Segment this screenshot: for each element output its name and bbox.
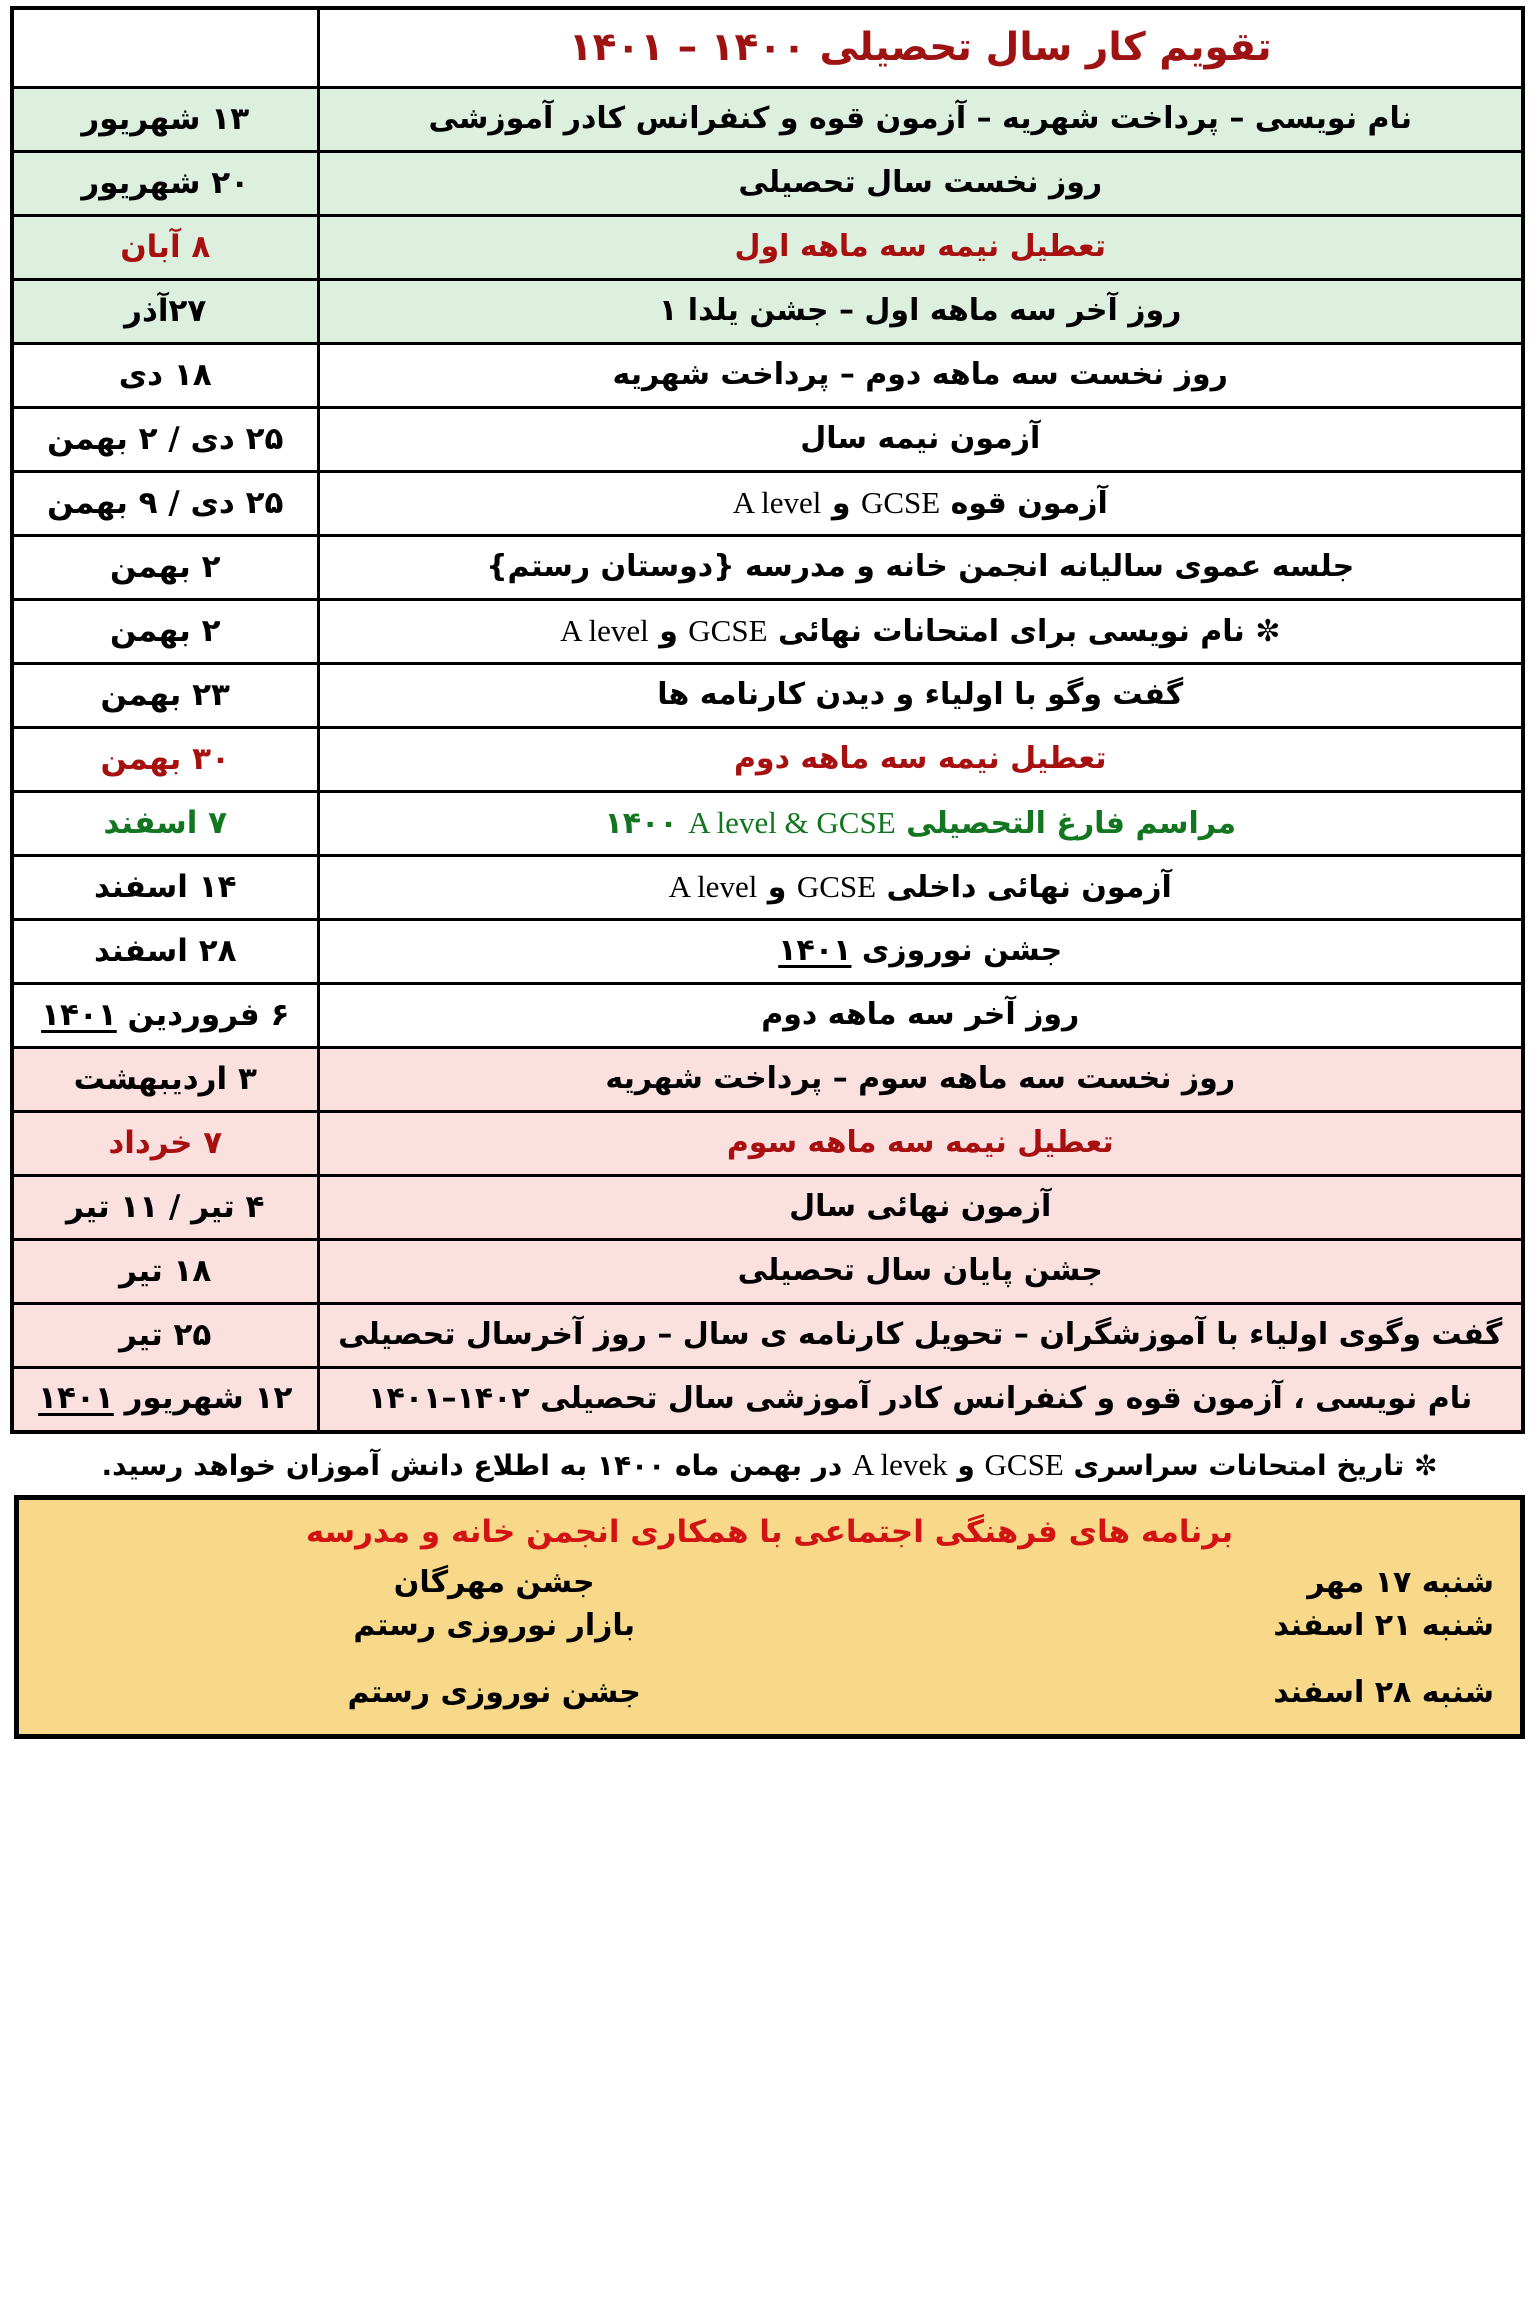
event-description-cell: [318, 1368, 1523, 1432]
program-name: بازار نوروزی رستم: [353, 1608, 635, 1644]
event-date-year-underlined: ۱۴۰۱: [41, 996, 117, 1033]
event-description-cell: [318, 1304, 1523, 1368]
event-description-cell: [318, 1112, 1523, 1176]
event-date-cell: [12, 408, 318, 472]
event-date-cell: [12, 1176, 318, 1240]
event-description-text: جشن نوروزی: [851, 933, 1063, 969]
event-description-connector: ۱۴۰۰: [604, 806, 689, 842]
event-description-text: آزمون نهائی داخلی: [876, 870, 1172, 906]
event-description-text: جشن پایان سال تحصیلی: [737, 1253, 1103, 1289]
event-date-cell: [12, 1048, 318, 1112]
event-date-cell: [12, 1112, 318, 1176]
footnote-suffix: در بهمن ماه ۱۴۰۰ به اطلاع دانش آموزان خواهد رسید.: [101, 1448, 853, 1482]
event-date-cell: [12, 600, 318, 664]
event-date-text: ۱۸ دی: [118, 356, 212, 393]
event-description-text: آزمون قوه: [940, 486, 1108, 522]
event-latin-label: A level & GCSE: [688, 805, 896, 841]
event-description-text: نام نویسی ، آزمون قوه و کنفرانس کادر آموزشی سال تحصیلی ۱۴۰۲–۱۴۰۱: [368, 1381, 1473, 1416]
event-description-text: روز آخر سه ماهه اول – جشن یلدا ۱: [659, 293, 1182, 329]
program-date: شنبه ۲۱ اسفند: [1273, 1608, 1494, 1644]
event-latin-label-2: A level: [732, 485, 822, 521]
event-date-text: ۱۳ شهریور: [81, 100, 250, 137]
table-row: [12, 600, 1523, 664]
table-row: [12, 1368, 1523, 1432]
event-description-cell: [318, 1176, 1523, 1240]
event-date-cell: [12, 344, 318, 408]
event-date-text: ۳۰ بهمن: [100, 740, 230, 777]
table-row: [12, 856, 1523, 920]
event-date-text: ۲۰ شهریور: [81, 164, 250, 201]
event-date-cell: [12, 536, 318, 600]
table-row: [12, 152, 1523, 216]
event-description-cell: [318, 792, 1523, 856]
event-description-text: ✼ نام نویسی برای امتحانات نهائی: [767, 614, 1281, 650]
event-date-text: ۱۴ اسفند: [93, 868, 237, 905]
calendar-title-row: [12, 8, 1523, 88]
calendar-page: [0, 6, 1539, 2321]
event-description-cell: [318, 984, 1523, 1048]
event-date-text: ۸ آبان: [120, 228, 211, 265]
table-row: [12, 1048, 1523, 1112]
table-row: [12, 920, 1523, 984]
program-name: جشن مهرگان: [393, 1564, 595, 1600]
event-date-cell: [12, 664, 318, 728]
event-date-text: ۲۵ تیر: [119, 1316, 212, 1353]
event-description-text: تعطیل نیمه سه ماهه اول: [734, 229, 1107, 265]
title-row-empty-cell: [12, 8, 318, 88]
event-date-cell: [12, 216, 318, 280]
footnote-alevel-label: A levek: [852, 1446, 948, 1482]
academic-calendar-table: [10, 6, 1525, 1434]
event-date-cell: [12, 472, 318, 536]
event-year-underlined: ۱۴۰۱: [778, 933, 852, 969]
event-date-text: ۲ بهمن: [110, 548, 221, 585]
event-description-cell: [318, 600, 1523, 664]
event-description-text: روز نخست سال تحصیلی: [738, 165, 1103, 201]
event-date-text: ۱۲ شهریور: [113, 1380, 293, 1417]
table-row: [12, 1304, 1523, 1368]
exam-dates-footnote: [14, 1434, 1525, 1493]
event-date-cell: [12, 1304, 318, 1368]
event-date-text: ۲۷آذر: [124, 292, 207, 329]
table-row: [12, 1240, 1523, 1304]
event-date-cell: [12, 856, 318, 920]
event-date-text: ۲۳ بهمن: [100, 676, 230, 713]
event-description-text: روز نخست سه ماهه دوم – پرداخت شهریه: [612, 357, 1228, 393]
event-description-text: روز نخست سه ماهه سوم – پرداخت شهریه: [605, 1061, 1236, 1097]
event-description-cell: [318, 344, 1523, 408]
event-date-text: ۴ تیر / ۱۱ تیر: [66, 1188, 265, 1225]
event-description-cell: [318, 472, 1523, 536]
event-date-cell: [12, 152, 318, 216]
event-description-cell: [318, 664, 1523, 728]
event-latin-label-2: A level: [560, 613, 649, 649]
event-date-cell: [12, 88, 318, 152]
table-row: [12, 472, 1523, 536]
event-date-text: ۷ خرداد: [108, 1124, 223, 1161]
event-latin-label: GCSE: [796, 869, 877, 905]
event-description-text: گفت وگو با اولیاء و دیدن کارنامه ها: [657, 677, 1184, 713]
event-date-cell: [12, 728, 318, 792]
event-description-text: مراسم فارغ التحصیلی: [895, 806, 1237, 842]
event-date-year-underlined: ۱۴۰۱: [38, 1380, 114, 1417]
table-row: [12, 728, 1523, 792]
event-date-cell: [12, 792, 318, 856]
event-date-text: ۳ اردیبهشت: [73, 1060, 257, 1097]
table-row: [12, 792, 1523, 856]
event-date-text: ۲۵ دی / ۹ بهمن: [47, 484, 284, 521]
footnote-prefix: ✼ تاریخ امتحانات سراسری: [1063, 1448, 1438, 1482]
event-date-text: ۲۸ اسفند: [93, 932, 237, 969]
event-description-cell: [318, 280, 1523, 344]
table-row: [12, 984, 1523, 1048]
table-row: [12, 344, 1523, 408]
event-latin-label: GCSE: [860, 485, 941, 521]
program-date: شنبه ۲۸ اسفند: [1273, 1674, 1494, 1710]
event-description-text: تعطیل نیمه سه ماهه سوم: [726, 1125, 1114, 1161]
program-row: [45, 1604, 1494, 1648]
event-description-cell: [318, 856, 1523, 920]
table-row: [12, 1176, 1523, 1240]
event-date-cell: [12, 920, 318, 984]
cultural-programs-title: برنامه های فرهنگی اجتماعی با همکاری انجمن خانه و مدرسه: [305, 1513, 1234, 1550]
event-date-cell: [12, 1240, 318, 1304]
program-date: شنبه ۱۷ مهر: [1307, 1564, 1494, 1600]
table-row: [12, 408, 1523, 472]
event-description-text: نام نویسی – پرداخت شهریه – آزمون قوه و کنفرانس کادر آموزشی: [428, 101, 1412, 137]
event-description-cell: [318, 88, 1523, 152]
event-date-text: ۱۸ تیر: [119, 1252, 212, 1289]
table-row: [12, 664, 1523, 728]
event-date-text: ۷ اسفند: [103, 804, 228, 841]
event-date-cell: [12, 1368, 318, 1432]
event-date-cell: [12, 280, 318, 344]
event-description-cell: [318, 920, 1523, 984]
event-description-text: آزمون نیمه سال: [800, 421, 1041, 457]
table-row: [12, 1112, 1523, 1176]
event-date-cell: [12, 984, 318, 1048]
event-description-text: گفت وگوی اولیاء با آموزشگران – تحویل کارنامه ی سال – روز آخرسال تحصیلی: [338, 1317, 1503, 1353]
event-description-text: روز آخر سه ماهه دوم: [761, 997, 1080, 1033]
program-row: [45, 1648, 1494, 1715]
table-row: [12, 536, 1523, 600]
event-description-cell: [318, 536, 1523, 600]
program-name: جشن نوروزی رستم: [347, 1674, 641, 1710]
event-description-cell: [318, 216, 1523, 280]
event-description-text: جلسه عموی سالیانه انجمن خانه و مدرسه {دوستان رستم}: [486, 549, 1355, 585]
event-description-text: آزمون نهائی سال: [789, 1189, 1052, 1225]
event-description-cell: [318, 728, 1523, 792]
table-row: [12, 88, 1523, 152]
event-description-cell: [318, 1240, 1523, 1304]
event-description-cell: [318, 408, 1523, 472]
cultural-programs-table: [45, 1561, 1494, 1715]
cultural-programs-box: [14, 1495, 1525, 1740]
event-description-connector: و: [821, 486, 861, 522]
event-description-text: تعطیل نیمه سه ماهه دوم: [733, 741, 1107, 777]
table-row: [12, 280, 1523, 344]
footnote-gcse-label: GCSE: [984, 1446, 1064, 1482]
page-title: تقویم کار سال تحصیلی ۱۴۰۰ – ۱۴۰۱: [318, 8, 1523, 88]
event-latin-label-2: A level: [668, 869, 758, 905]
event-date-text: ۲ بهمن: [110, 612, 221, 649]
event-description-cell: [318, 152, 1523, 216]
table-row: [12, 216, 1523, 280]
event-description-connector: و: [757, 870, 797, 906]
footnote-mid: و: [947, 1448, 985, 1482]
event-date-text: ۲۵ دی / ۲ بهمن: [47, 420, 284, 457]
program-row: [45, 1561, 1494, 1605]
event-latin-label: GCSE: [688, 613, 768, 649]
event-description-connector: و: [648, 614, 689, 650]
event-date-text: ۶ فروردین: [116, 996, 290, 1033]
event-description-cell: [318, 1048, 1523, 1112]
